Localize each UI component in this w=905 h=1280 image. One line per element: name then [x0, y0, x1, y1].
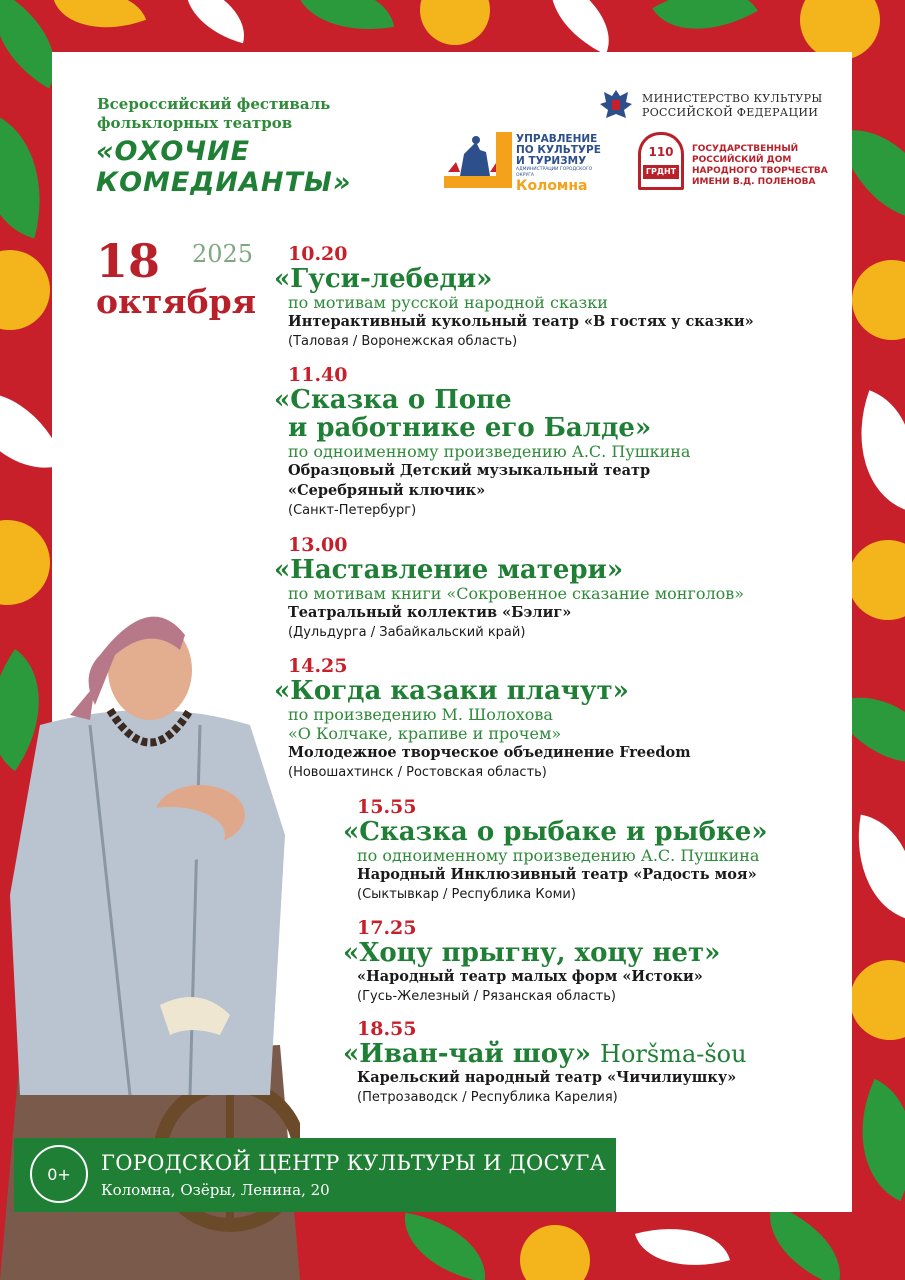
- grdnt-badge: ГРДНТ: [643, 165, 679, 179]
- event-description: по мотивам русской народной сказки: [288, 293, 608, 312]
- event-month: октября: [96, 282, 257, 321]
- kolomna-logo-line2: ПО КУЛЬТУРЕ: [516, 144, 601, 156]
- event-place: (Новошахтинск / Ростовская область): [288, 765, 547, 780]
- event-item: [274, 243, 754, 352]
- event-place: (Таловая / Воронежская область): [288, 334, 518, 349]
- event-title-line2: и работнике его Балде»: [288, 413, 652, 443]
- event-place: (Петрозаводск / Республика Карелия): [357, 1090, 618, 1105]
- event-title-line1: «Сказка о Попе: [274, 385, 512, 415]
- festival-subtitle-line2: фольклорных театров: [97, 114, 293, 132]
- event-theatre-line1: Образцовый Детский музыкальный театр: [288, 462, 651, 479]
- event-time: 14.25: [288, 655, 348, 677]
- event-item: [343, 796, 768, 905]
- event-time: 18.55: [357, 1018, 417, 1040]
- event-time: 15.55: [357, 796, 417, 818]
- kolomna-culture-logo: [440, 130, 610, 196]
- event-theatre: Молодежное творческое объединение Freedom: [288, 744, 691, 761]
- ministry-line1: МИНИСТЕРСТВО КУЛЬТУРЫ: [642, 92, 823, 105]
- event-title: «Когда казаки плачут»: [274, 676, 629, 706]
- event-day: 18: [96, 234, 161, 288]
- grdnt-years: 110: [648, 145, 674, 159]
- event-theatre: «Народный театр малых форм «Истоки»: [357, 968, 703, 985]
- grdnt-arch-icon: [638, 132, 684, 190]
- event-title-main: «Иван-чай шоу»: [343, 1039, 591, 1069]
- double-headed-eagle-icon: [596, 84, 636, 124]
- event-theatre: Народный Инклюзивный театр «Радость моя»: [357, 866, 757, 883]
- event-description: по одноименному произведению А.С. Пушкина: [288, 442, 691, 461]
- festival-subtitle: [97, 95, 330, 133]
- event-item: [274, 655, 691, 783]
- ministry-line2: РОССИЙСКОЙ ФЕДЕРАЦИИ: [642, 106, 819, 119]
- event-item: [343, 917, 721, 1007]
- event-place: (Дульдурга / Забайкальский край): [288, 625, 526, 640]
- event-item: [343, 1018, 747, 1108]
- venue-name: ГОРОДСКОЙ ЦЕНТР КУЛЬТУРЫ И ДОСУГА: [101, 1151, 606, 1175]
- event-time: 13.00: [288, 534, 348, 556]
- event-title: [343, 1040, 747, 1068]
- event-time: 17.25: [357, 917, 417, 939]
- grdnt-line4: ИМЕНИ В.Д. ПОЛЕНОВА: [692, 177, 816, 187]
- kolomna-logo-small: АДМИНИСТРАЦИИ ГОРОДСКОГО ОКРУГА: [516, 167, 593, 178]
- event-place: (Санкт-Петербург): [288, 503, 417, 518]
- event-title: «Сказка о рыбаке и рыбке»: [343, 817, 768, 847]
- event-description-line2: «О Колчаке, крапиве и прочем»: [288, 724, 562, 743]
- event-description: по одноименному произведению А.С. Пушкина: [357, 846, 760, 865]
- event-title: «Гуси-лебеди»: [274, 264, 493, 294]
- event-title: «Наставление матери»: [274, 555, 624, 585]
- event-item: [274, 534, 745, 643]
- event-description-line1: по произведению М. Шолохова: [288, 705, 553, 724]
- event-title-extra: Horšma-šou: [600, 1040, 747, 1068]
- festival-title-line2: КОМЕДИАНТЫ»: [96, 167, 352, 198]
- event-place: (Сыктывкар / Республика Коми): [357, 887, 576, 902]
- event-time: 11.40: [288, 364, 348, 386]
- event-year: 2025: [192, 240, 254, 268]
- grdnt-line3: НАРОДНОГО ТВОРЧЕСТВА: [692, 166, 828, 176]
- grdnt-line1: ГОСУДАРСТВЕННЫЙ: [692, 144, 799, 154]
- kolomna-logo-city: Коломна: [516, 178, 588, 194]
- ministry-logo: [596, 84, 826, 126]
- kolomna-k-mark: [496, 132, 512, 188]
- venue-address: Коломна, Озёры, Ленина, 20: [101, 1181, 330, 1199]
- kolomna-logo-line1: УПРАВЛЕНИЕ: [516, 133, 598, 145]
- event-description: по мотивам книги «Сокровенное сказание монголов»: [288, 584, 745, 603]
- event-item: [274, 364, 691, 521]
- festival-title-line1: «ОХОЧИЕ: [96, 136, 251, 167]
- event-theatre: Карельский народный театр «Чичилиушку»: [357, 1069, 737, 1086]
- grdnt-line2: РОССИЙСКИЙ ДОМ: [692, 155, 792, 165]
- grdnt-logo: [638, 130, 828, 194]
- event-place: (Гусь-Железный / Рязанская область): [357, 989, 616, 1004]
- event-time: 10.20: [288, 243, 348, 265]
- festival-title: [96, 136, 351, 198]
- event-title: «Хоцу прыгну, хоцу нет»: [343, 938, 721, 968]
- age-rating-badge: 0+: [30, 1145, 88, 1203]
- event-theatre: Театральный коллектив «Бэлиг»: [288, 604, 572, 621]
- event-theatre: Интерактивный кукольный театр «В гостях у сказки»: [288, 313, 754, 330]
- festival-subtitle-line1: Всероссийский фестиваль: [97, 95, 331, 113]
- event-theatre-line2: «Серебряный ключик»: [288, 482, 486, 499]
- kolomna-logo-line3: И ТУРИЗМУ: [516, 155, 587, 167]
